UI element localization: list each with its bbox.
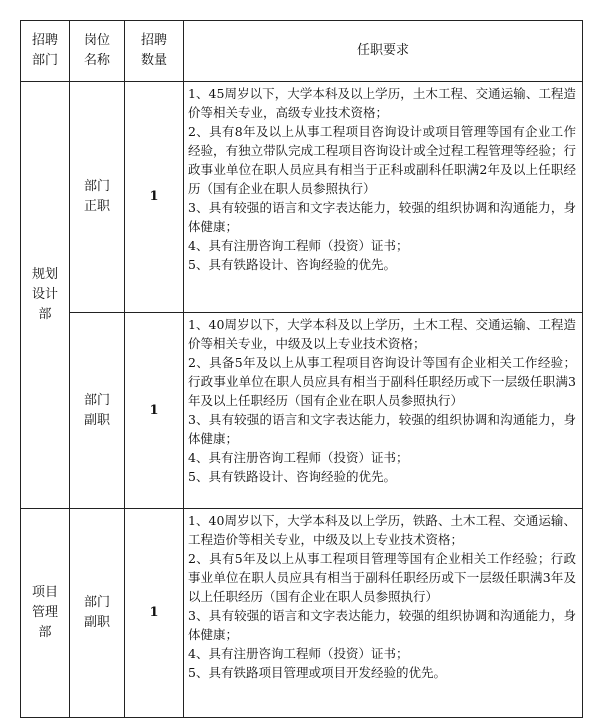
- requirement-item: 1、40周岁以下，大学本科及以上学历，铁路、土木工程、交通运输、工程造价等相关专业，中级及以上专业技术资格；: [188, 513, 576, 547]
- requirement-item: 3、具有较强的语言和文字表达能力，较强的组织协调和沟通能力，身体健康；: [188, 608, 576, 642]
- position-cell: 部门副职: [70, 509, 125, 718]
- table-row: [21, 509, 583, 718]
- dept-cell: 项目管理部: [21, 509, 70, 718]
- header-position: 岗位名称: [70, 21, 125, 82]
- requirement-item: 1、45周岁以下，大学本科及以上学历，土木工程、交通运输、工程造价等相关专业，高级专业技术资格；: [188, 86, 576, 120]
- requirement-item: 5、具有铁路设计、咨询经验的优先。: [188, 257, 396, 272]
- requirement-item: 2、具有5年及以上从事工程项目管理等国有企业相关工作经验；行政事业单位在职人员应具有相当于副科任职经历或下一层级任职满3年及以上任职经历（国有企业在职人员参照执行）: [188, 551, 576, 604]
- requirements-cell: [184, 509, 583, 718]
- dept-cell: 规划设计部: [21, 82, 70, 509]
- requirement-item: 2、具备5年及以上从事工程项目咨询设计等国有企业相关工作经验；行政事业单位在职人员应具有相当于副科任职经历或下一层级任职满3年及以上任职经历（国有企业在职人员参照执行）: [188, 355, 576, 408]
- requirement-item: 5、具有铁路项目管理或项目开发经验的优先。: [188, 665, 446, 680]
- requirement-item: 3、具有较强的语言和文字表达能力，较强的组织协调和沟通能力，身体健康；: [188, 412, 576, 446]
- table-row: [21, 82, 583, 313]
- recruitment-table: [20, 20, 583, 718]
- count-cell: 1: [125, 509, 184, 718]
- table-row: [21, 313, 583, 509]
- requirement-item: 2、具有8年及以上从事工程项目咨询设计或项目管理等国有企业工作经验，有独立带队完成工程项目咨询设计或全过程工程管理等经验；行政事业单位在职人员应具有相当于正科或副科任职满2年及以上任职经历（国有企业在职人员参照执行）: [188, 124, 576, 196]
- requirement-item: 4、具有注册咨询工程师（投资）证书；: [188, 646, 409, 661]
- requirements-cell: [184, 313, 583, 509]
- header-dept: 招聘部门: [21, 21, 70, 82]
- requirement-item: 5、具有铁路设计、咨询经验的优先。: [188, 469, 396, 484]
- count-cell: 1: [125, 82, 184, 313]
- requirement-item: 4、具有注册咨询工程师（投资）证书；: [188, 238, 409, 253]
- requirement-item: 3、具有较强的语言和文字表达能力，较强的组织协调和沟通能力，身体健康；: [188, 200, 576, 234]
- header-row: [21, 21, 583, 82]
- count-cell: 1: [125, 313, 184, 509]
- requirement-item: 4、具有注册咨询工程师（投资）证书；: [188, 450, 409, 465]
- requirement-item: 1、40周岁以下，大学本科及以上学历，土木工程、交通运输、工程造价等相关专业，中级及以上专业技术资格；: [188, 317, 576, 351]
- header-count: 招聘数量: [125, 21, 184, 82]
- header-requirements: 任职要求: [184, 21, 583, 82]
- position-cell: 部门副职: [70, 313, 125, 509]
- requirements-cell: [184, 82, 583, 313]
- position-cell: 部门正职: [70, 82, 125, 313]
